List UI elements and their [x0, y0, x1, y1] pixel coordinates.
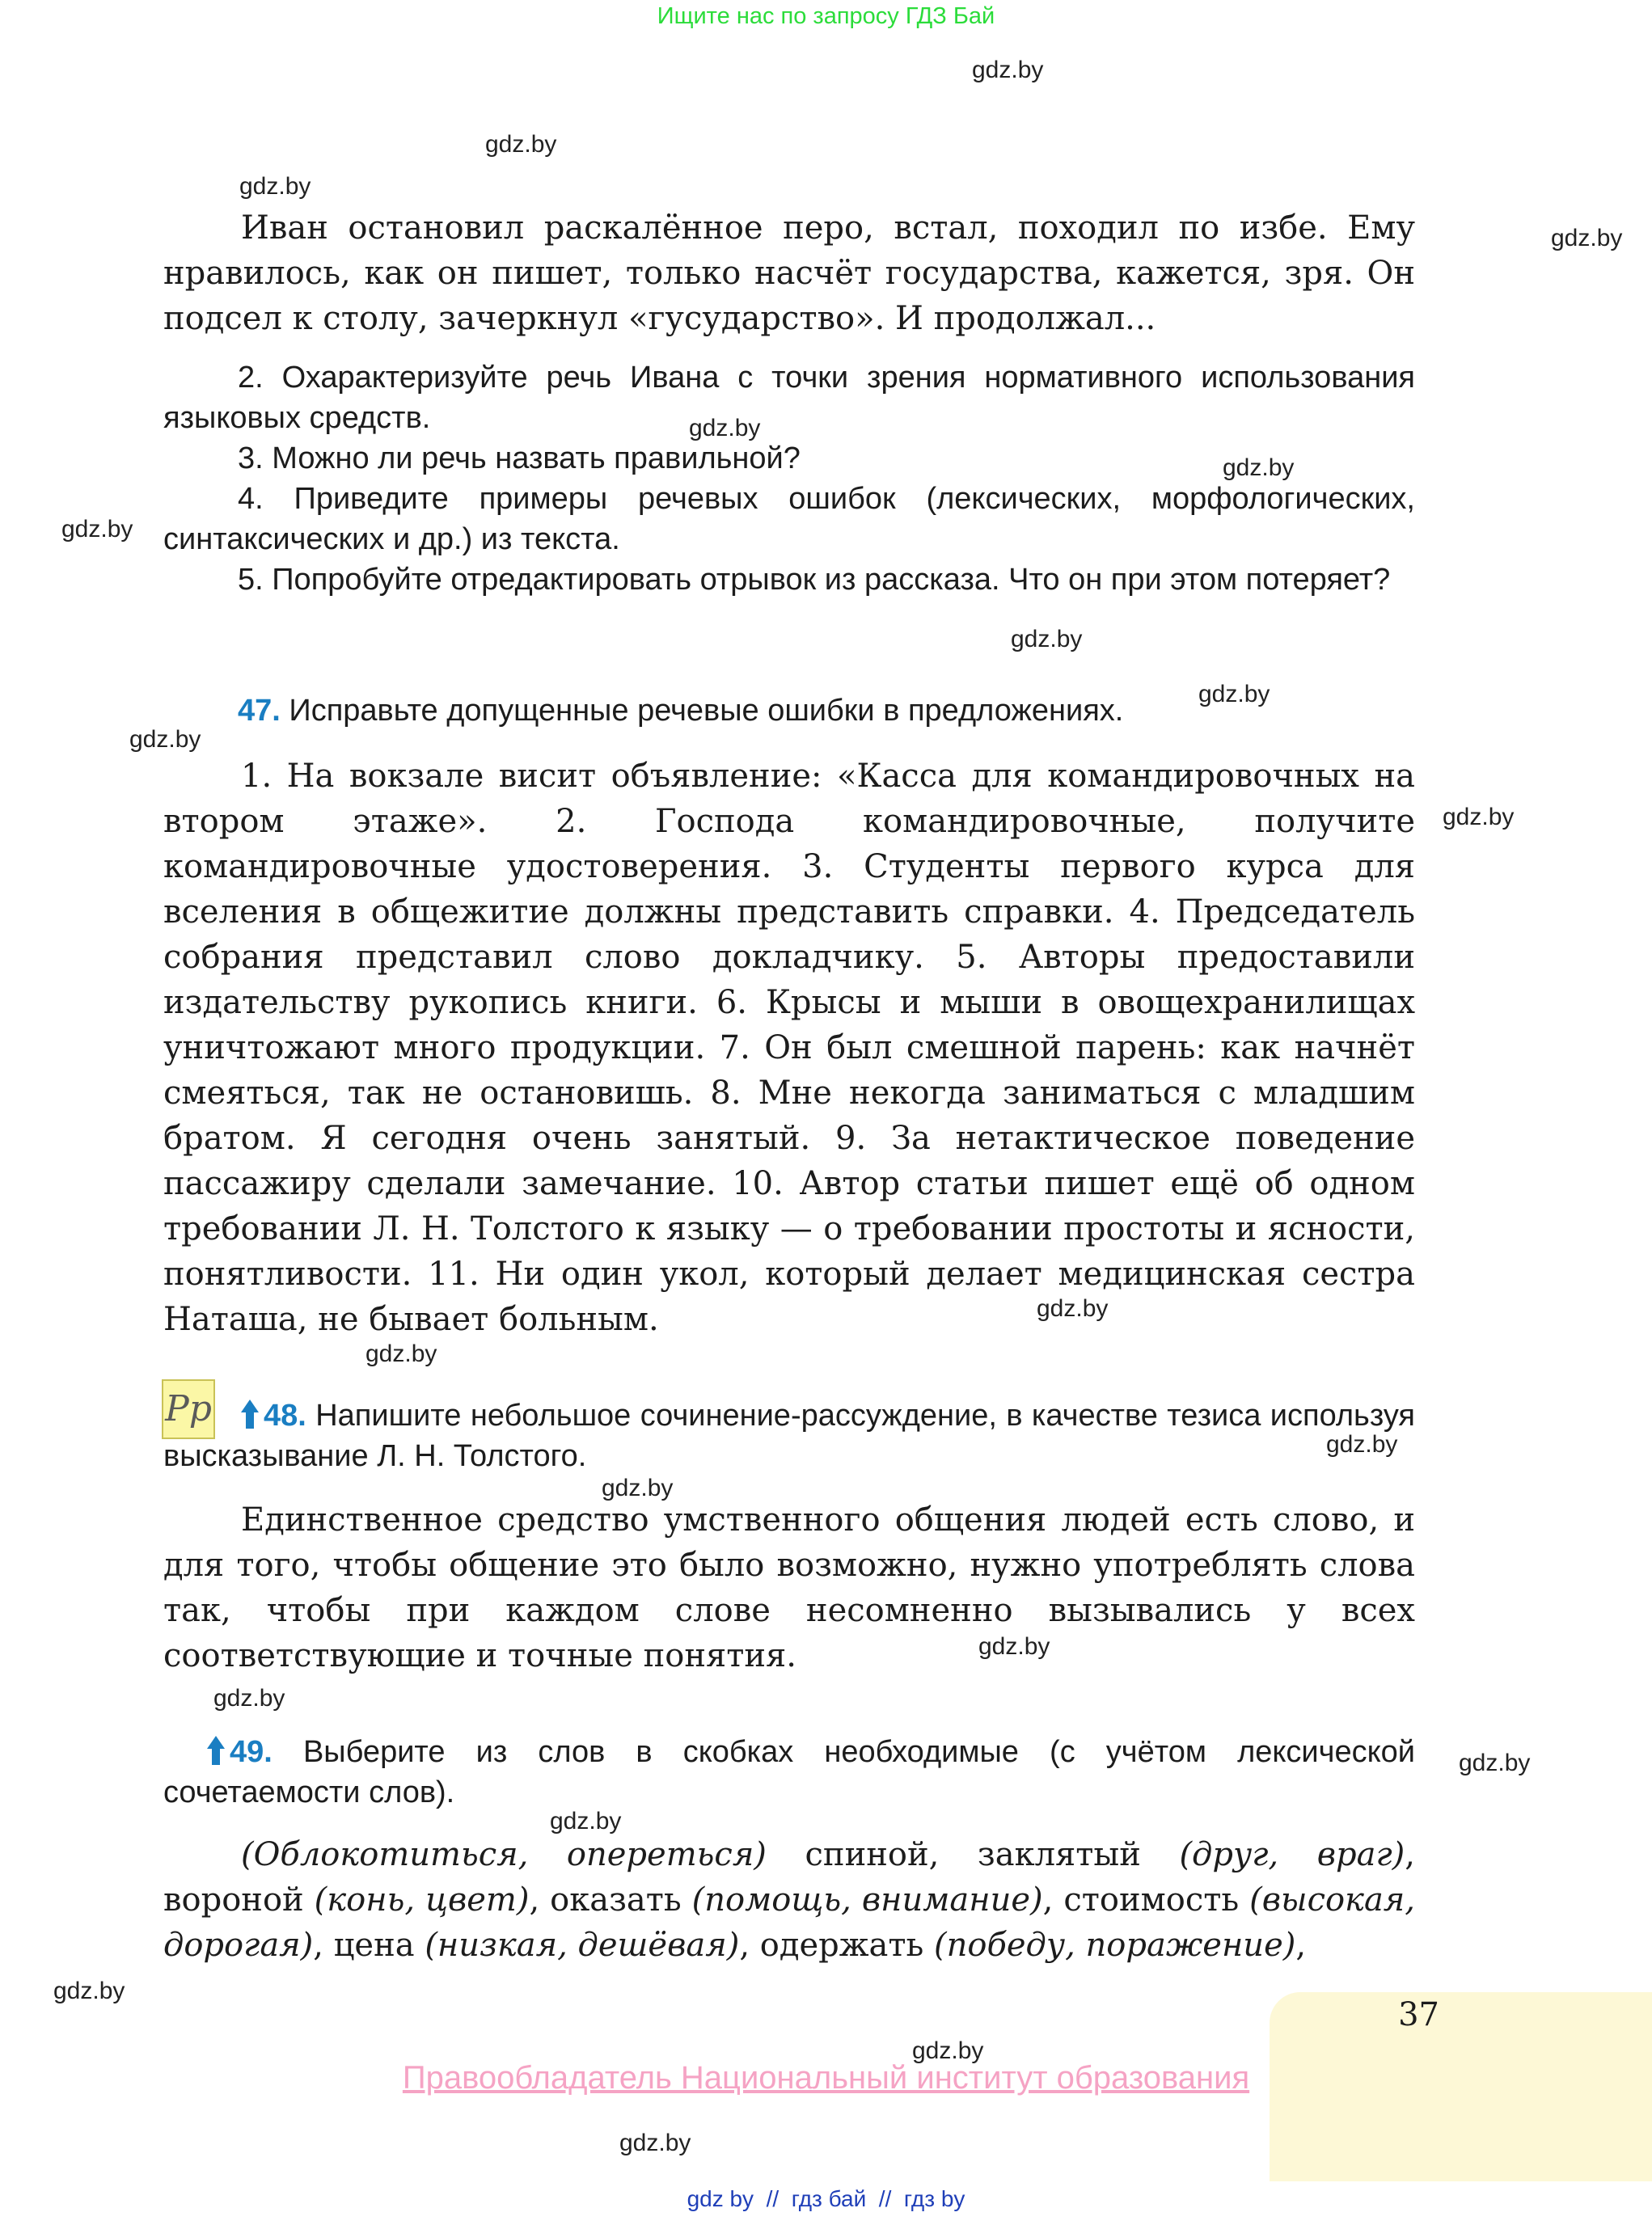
copyright-link[interactable]: Правообладатель Национальный институт образования [402, 2060, 1250, 2096]
watermark: gdz.by [1011, 626, 1083, 652]
watermark: gdz.by [972, 57, 1044, 83]
watermark: gdz.by [53, 1978, 125, 2004]
phrase-text: , стоимость [1042, 1881, 1250, 1919]
phrase-text: спиной, заклятый [766, 1836, 1180, 1873]
watermark: gdz.by [550, 1808, 622, 1834]
watermark: gdz.by [1459, 1750, 1531, 1776]
rhetoric-badge: Pp [162, 1379, 215, 1439]
watermark: gdz.by [602, 1475, 674, 1501]
exercise-48-heading [163, 1395, 1415, 1476]
watermark: gdz.by [61, 516, 133, 543]
phrase-text: , одержать [739, 1927, 934, 1964]
question-item: 2. Охарактеризуйте речь Ивана с точки зрения нормативного использования языковых средств. [163, 361, 1415, 435]
up-arrow-icon [241, 1400, 259, 1429]
exercise-49-heading [163, 1732, 1415, 1813]
questions-list [163, 357, 1415, 600]
watermark: gdz.by [485, 131, 557, 158]
word-options: (высокая, дорогая) [163, 1881, 1415, 1964]
phrase-text: , оказать [529, 1881, 692, 1919]
watermark: gdz.by [1223, 454, 1295, 481]
exercise-instruction: Исправьте допущенные речевые ошибки в предложениях. [289, 694, 1124, 728]
exercise-instruction: Напишите небольшое сочинение-рассуждение, в качестве тезиса используя высказывание Л. Н. Толстого. [163, 1399, 1415, 1473]
footer-links[interactable]: gdz by // гдз бай // гдз by [687, 2186, 965, 2211]
question-item: 5. Попробуйте отредактировать отрывок из рассказа. Что он при этом потеряет? [238, 563, 1391, 597]
excerpt-text: Иван остановил раскалённое перо, встал, походил по избе. Ему нравилось, как он пишет, только насчёт государства, кажется, зря. Он подсел к столу, зачеркнул «гусударство». И продолжал... [163, 209, 1415, 337]
watermark: gdz.by [619, 2130, 691, 2156]
exercise-instruction: Выберите из слов в скобках необходимые (с учётом лексической сочетаемости слов). [163, 1735, 1415, 1809]
exercise-47-heading [163, 690, 1415, 731]
page-number: 37 [1398, 1996, 1439, 2033]
word-options: (конь, цвет) [314, 1881, 530, 1919]
up-arrow-icon [207, 1736, 225, 1765]
watermark: gdz.by [239, 173, 311, 200]
tolstoy-quote: Единственное средство умственного общения людей есть слово, и для того, чтобы общение это было возможно, нужно употреблять слова так, чтобы при каждом слове несомненно вызывались у всех соответствующие и точные понятия. [163, 1501, 1415, 1674]
exercise-47-text: 1. На вокзале висит объявление: «Касса для командировочных на втором этаже». 2. Господа командировочные, получите командировочные удостоверения. 3. Студенты первого курса для вселения в общежитие должны представить справки. 4. Председатель собрания представил слово докладчику. 5. Авторы предоставили издательству рукопись книги. 6. Крысы и мыши в овощехранилищах уничтожают много продукции. 7. Он был смешной парень: как начнёт смеяться, так не остановишь. 8. Мне некогда заниматься с младшим братом. Я сегодня очень занятый. 9. За нетактическое поведение пассажиру сделали замечание. 10. Автор статьи пишет ещё об одном требовании Л. Н. Толстого к языку — о требовании простоты и ясности, понятливости. 11. Ни один укол, который делает медицинская сестра Наташа, не бывает больным. [163, 758, 1415, 1338]
phrase-text: , [1295, 1927, 1307, 1964]
exercise-number: 48. [264, 1399, 306, 1433]
watermark: gdz.by [365, 1340, 437, 1367]
watermark: gdz.by [1198, 681, 1270, 707]
watermark: gdz.by [978, 1633, 1050, 1660]
word-options: (друг, враг) [1179, 1836, 1405, 1873]
watermark: gdz.by [912, 2037, 984, 2064]
watermark: gdz.by [1551, 225, 1623, 251]
question-item: 4. Приведите примеры речевых ошибок (лексических, морфологических, синтаксических и др.) из текста. [163, 482, 1415, 556]
word-options: (помощь, внимание) [691, 1881, 1043, 1919]
phrase-text: , цена [313, 1927, 425, 1964]
word-options: (победу, поражение) [934, 1927, 1296, 1964]
question-item: 3. Можно ли речь назвать правильной? [238, 441, 801, 475]
watermark: gdz.by [213, 1685, 285, 1712]
watermark: gdz.by [129, 726, 201, 753]
exercise-number: 49. [230, 1735, 273, 1769]
watermark: gdz.by [689, 415, 761, 441]
watermark: gdz.by [1443, 804, 1515, 830]
phrase-text: , вороной [163, 1836, 1416, 1919]
word-options: (низкая, дешёвая) [425, 1927, 740, 1964]
top-banner[interactable]: Ищите нас по запросу ГДЗ Бай [657, 3, 995, 29]
word-options: (Облокотиться, опереться) [241, 1836, 767, 1873]
exercise-49-text [163, 1832, 1415, 1968]
watermark: gdz.by [1037, 1295, 1109, 1322]
exercise-number: 47. [238, 694, 281, 728]
watermark: gdz.by [1326, 1431, 1398, 1458]
